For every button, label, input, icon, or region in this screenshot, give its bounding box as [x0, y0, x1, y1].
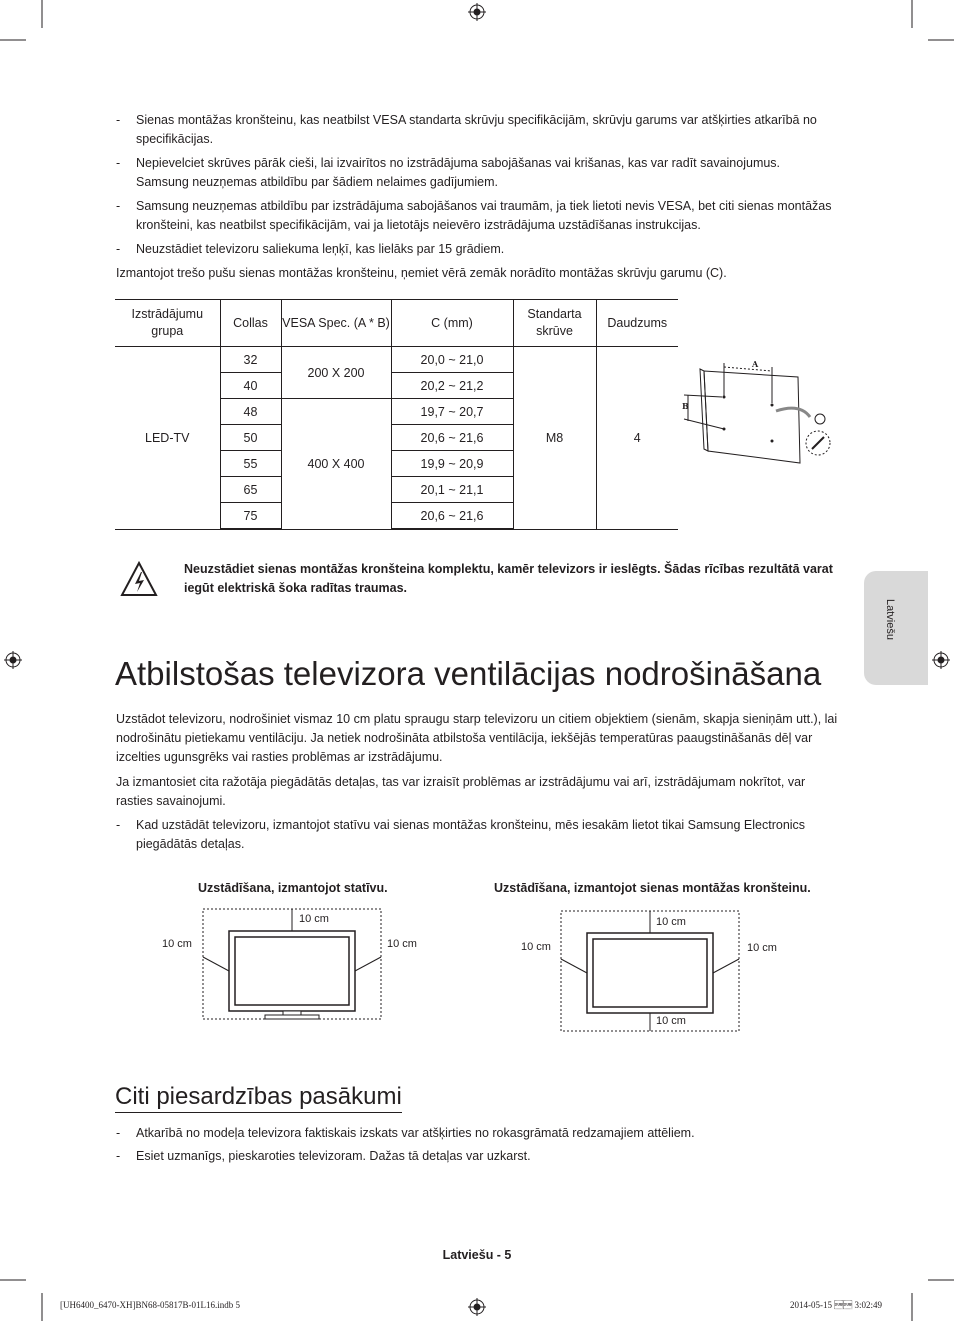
- bullet-text: Sienas montāžas kronšteinu, kas neatbilst VESA standarta skrūvju specifikācijām, skrūvju garums var atšķirties atkarībā no specifikācijas.: [136, 113, 817, 146]
- bullet-text: Kad uzstādāt televizoru, izmantojot statīvu vai sienas montāžas kronšteinu, mēs iesakām lietot tikai Samsung Electronics piegādātās detaļas.: [136, 818, 806, 851]
- screw-length-cell: 20,1 ~ 21,1: [391, 477, 513, 503]
- registration-mark-icon: [468, 1298, 486, 1316]
- product-group-cell: LED-TV: [115, 347, 220, 530]
- column-header: Daudzums: [596, 300, 678, 347]
- figure-caption-wall: Uzstādīšana, izmantojot sienas montāžas kronšteinu.: [494, 881, 811, 895]
- column-header: VESA Spec. (A * B): [281, 300, 391, 347]
- screw-length-cell: 20,2 ~ 21,2: [391, 373, 513, 399]
- list-item: - Atkarībā no modeļa televizora faktiskais izskats var atšķirties no rokasgrāmatā redzamajiem attēliem.: [116, 1124, 836, 1143]
- print-file-info: [UH6400_6470-XH]BN68-05817B-01L16.indb 5: [60, 1300, 240, 1310]
- inches-cell: 50: [220, 425, 281, 451]
- table-row: [115, 347, 678, 373]
- screw-length-cell: 19,7 ~ 20,7: [391, 399, 513, 425]
- list-item: - Samsung neuzņemas atbildību par izstrādājuma sabojāšanos vai traumām, ja tiek lietoti nevis VESA, bet citi sienas montāžas kronšteini, kas neatbilst specifikācijām, vai ja lietotājs neievēro izstrādājuma uzstādīšanas instrukcijas.: [116, 197, 836, 235]
- dimension-b-label: B: [682, 401, 689, 411]
- dimension-a-label: A: [752, 359, 759, 369]
- column-header: Collas: [220, 300, 281, 347]
- registration-mark-icon: [468, 3, 486, 21]
- inches-cell: 75: [220, 503, 281, 530]
- page-number: Latviešu - 5: [442, 1248, 512, 1262]
- inches-cell: 65: [220, 477, 281, 503]
- wall-mount-diagram: [680, 355, 840, 470]
- bullet-text: Samsung neuzņemas atbildību par izstrādājuma sabojāšanos vai traumām, ja tiek lietoti nevis VESA, bet citi sienas montāžas kronšteini, kas neatbilst specifikācijām, vai ja lietotājs neievēro izstrādājuma uzstādīšanas instrukcijas.: [136, 199, 832, 232]
- column-header: C (mm): [391, 300, 513, 347]
- electric-hazard-warning-icon: [120, 561, 158, 597]
- list-item: - Neuzstādiet televizoru saliekuma leņķī, kas lielāks par 15 grādiem.: [116, 240, 836, 259]
- list-item: - Kad uzstādāt televizoru, izmantojot statīvu vai sienas montāžas kronšteinu, mēs iesakām lietot tikai Samsung Electronics piegādātās detaļas.: [116, 816, 836, 854]
- vesa-cell: 400 X 400: [281, 399, 391, 530]
- inches-cell: 32: [220, 347, 281, 373]
- table-header-row: [115, 300, 678, 347]
- screw-length-cell: 20,6 ~ 21,6: [391, 503, 513, 530]
- inches-cell: 40: [220, 373, 281, 399]
- registration-mark-icon: [932, 651, 950, 669]
- print-timestamp: 2014-05-15  3:02:49: [790, 1300, 882, 1310]
- clearance-right-label: 10 cm: [747, 942, 777, 954]
- bullet-text: Atkarībā no modeļa televizora faktiskais izskats var atšķirties no rokasgrāmatā redzamajiem attēliem.: [136, 1126, 695, 1140]
- clearance-left-label: 10 cm: [162, 938, 192, 950]
- column-header: Izstrādājumu grupa: [115, 300, 220, 347]
- bullet-text: Nepievelciet skrūves pārāk cieši, lai izvairītos no izstrādājuma sabojāšanas vai krišanas, kas var radīt savainojumus. Samsung neuzņemas atbildību par šādiem nelaimes gadījumiem.: [136, 156, 781, 189]
- section-heading-ventilation: Atbilstošas televizora ventilācijas nodrošināšana: [115, 655, 822, 692]
- warning-text: Neuzstādiet sienas montāžas kronšteina komplektu, kamēr televizors ir ieslēgts. Šādas rīcības rezultātā varat iegūt elektriskā šoka radītas traumas.: [184, 562, 833, 595]
- section-heading-precautions: Citi piesardzības pasākumi: [115, 1083, 402, 1113]
- column-header: Standarta skrūve: [513, 300, 596, 347]
- language-side-tab: [864, 571, 928, 685]
- clearance-bottom-label: 10 cm: [656, 1015, 686, 1027]
- vesa-cell: 200 X 200: [281, 347, 391, 399]
- screw-icon: [806, 414, 830, 455]
- clearance-top-label: 10 cm: [656, 916, 686, 928]
- inches-cell: 48: [220, 399, 281, 425]
- clearance-left-label: 10 cm: [521, 941, 551, 953]
- figure-caption-stand: Uzstādīšana, izmantojot statīvu.: [198, 881, 388, 895]
- screw-length-cell: 20,6 ~ 21,6: [391, 425, 513, 451]
- registration-mark-icon: [4, 651, 22, 669]
- intro-paragraph: Izmantojot trešo pušu sienas montāžas kronšteinu, ņemiet vērā zemāk norādīto montāžas skrūvju garumu (C).: [116, 266, 727, 280]
- list-item: - Sienas montāžas kronšteinu, kas neatbilst VESA standarta skrūvju specifikācijām, skrūvju garums var atšķirties atkarībā no specifikācijas.: [116, 111, 836, 149]
- bullet-text: Neuzstādiet televizoru saliekuma leņķī, kas lielāks par 15 grādiem.: [136, 242, 505, 256]
- stand-installation-figure: [195, 903, 395, 1023]
- quantity-cell: 4: [596, 347, 678, 530]
- bullet-text: Esiet uzmanīgs, pieskaroties televizoram. Dažas tā detaļas var uzkarst.: [136, 1149, 531, 1163]
- list-item: - Esiet uzmanīgs, pieskaroties televizoram. Dažas tā detaļas var uzkarst.: [116, 1147, 836, 1166]
- screw-length-cell: 19,9 ~ 20,9: [391, 451, 513, 477]
- inches-cell: 55: [220, 451, 281, 477]
- standard-screw-cell: M8: [513, 347, 596, 530]
- list-item: - Nepievelciet skrūves pārāk cieši, lai izvairītos no izstrādājuma sabojāšanas vai krišanas, kas var radīt savainojumus. Samsung neuzņemas atbildību par šādiem nelaimes gadījumiem.: [116, 154, 836, 192]
- wall-mount-installation-figure: [555, 905, 745, 1035]
- clearance-top-label: 10 cm: [299, 913, 329, 925]
- ventilation-paragraph: Uzstādot televizoru, nodrošiniet vismaz 10 cm platu spraugu starp televizoru un citiem objektiem (sienām, skapja sieniņām utt.), lai nodrošinātu pietiekamu ventilāciju. Ja netiek nodrošināta atbilstoša ventilācija, iekšējās temperatūras paaugstināšanās dēļ var izcelties ugunsgrēks vai rasties problēmas ar izstrādājumu.: [116, 712, 838, 764]
- ventilation-paragraph: Ja izmantosiet cita ražotāja piegādātās detaļas, tas var izraisīt problēmas ar izstrādājumu vai arī, izstrādājumam nokrītot, var rasties savainojumi.: [116, 775, 806, 808]
- clearance-right-label: 10 cm: [387, 938, 417, 950]
- screw-spec-table: [115, 299, 678, 530]
- screw-length-cell: 20,0 ~ 21,0: [391, 347, 513, 373]
- language-side-tab-label: Latviešu: [884, 599, 896, 640]
